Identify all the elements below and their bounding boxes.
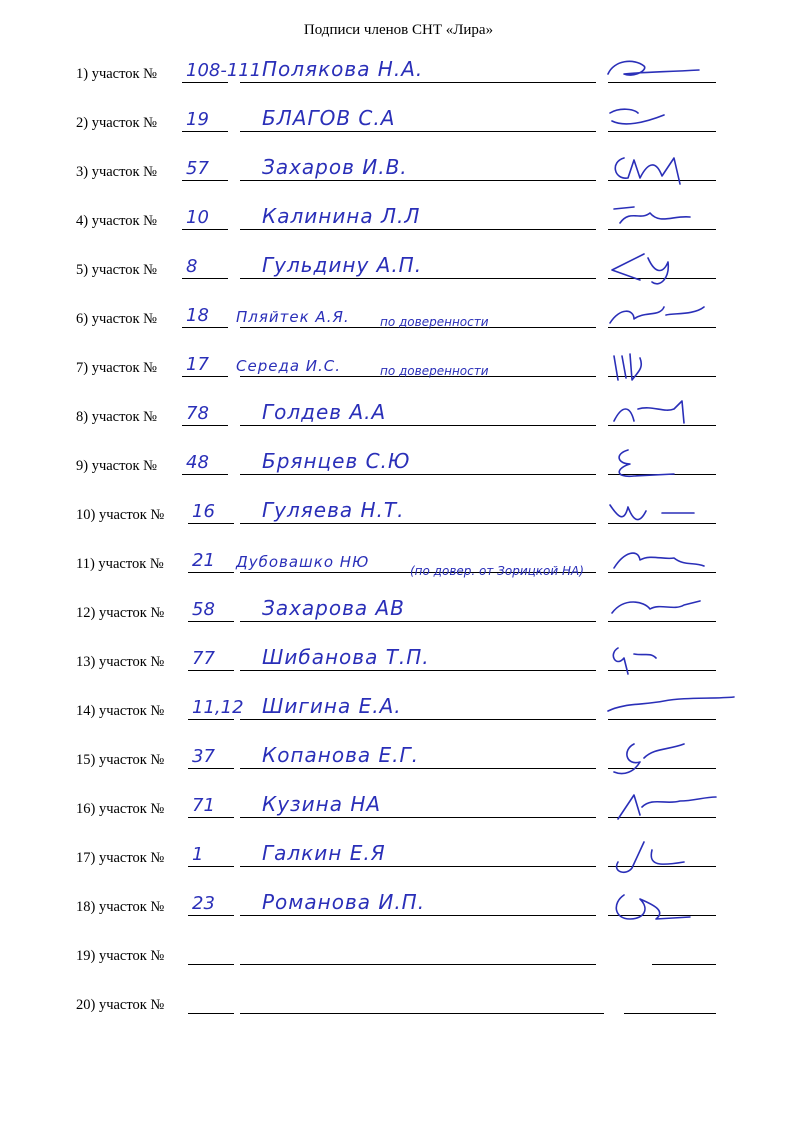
signature-scribble	[604, 399, 734, 435]
number-blank-line	[182, 376, 228, 377]
list-item	[0, 885, 797, 925]
handwritten-plot-number: 37	[192, 746, 215, 767]
handwritten-plot-number: 17	[186, 354, 209, 375]
handwritten-member-name: БЛАГОВ С.А	[262, 106, 396, 130]
list-item	[0, 52, 797, 92]
list-item	[0, 150, 797, 190]
handwritten-plot-number: 78	[186, 403, 209, 424]
name-blank-line	[240, 719, 596, 720]
row-label: 4) участок №	[76, 213, 158, 229]
signature-stroke	[608, 61, 699, 75]
handwritten-member-name: Копанова Е.Г.	[262, 743, 419, 767]
row-label: 8) участок №	[76, 409, 158, 425]
name-blank-line	[240, 621, 596, 622]
row-label: 20) участок №	[76, 997, 165, 1013]
row-label: 6) участок №	[76, 311, 158, 327]
row-label: 2) участок №	[76, 115, 158, 131]
list-item	[0, 738, 797, 778]
list-item	[0, 787, 797, 827]
number-blank-line	[188, 523, 234, 524]
row-label: 12) участок №	[76, 605, 165, 621]
number-blank-line	[188, 964, 234, 965]
handwritten-member-name: Полякова Н.А.	[262, 57, 424, 81]
list-item	[0, 444, 797, 484]
row-label: 1) участок №	[76, 66, 158, 82]
list-item	[0, 934, 797, 974]
list-item	[0, 346, 797, 386]
signature-stroke	[614, 207, 690, 223]
name-blank-line	[240, 474, 596, 475]
handwritten-plot-number: 16	[192, 501, 215, 522]
handwritten-member-name: Захарова АВ	[262, 596, 405, 620]
row-label: 5) участок №	[76, 262, 158, 278]
list-item	[0, 199, 797, 239]
name-blank-line	[240, 278, 596, 279]
number-blank-line	[182, 474, 228, 475]
signature-stroke	[616, 895, 690, 919]
handwritten-member-name: Голдев А.А	[262, 400, 387, 424]
row-label: 19) участок №	[76, 948, 165, 964]
number-blank-line	[182, 278, 228, 279]
list-item	[0, 493, 797, 533]
handwritten-proxy-note: по доверенности	[380, 315, 489, 329]
number-blank-line	[188, 768, 234, 769]
handwritten-member-name: Гульдину А.П.	[262, 253, 423, 277]
name-blank-line	[240, 817, 596, 818]
number-blank-line	[182, 229, 228, 230]
name-blank-line	[240, 866, 596, 867]
handwritten-plot-number: 108-111	[186, 60, 262, 81]
number-blank-line	[188, 817, 234, 818]
signature-stroke	[614, 354, 641, 380]
handwritten-member-name: Калинина Л.Л	[262, 204, 421, 228]
number-blank-line	[188, 621, 234, 622]
number-blank-line	[182, 131, 228, 132]
signature-scribble	[604, 252, 734, 288]
row-label: 14) участок №	[76, 703, 165, 719]
handwritten-member-name: Романова И.П.	[262, 890, 426, 914]
signature-scribble	[604, 203, 734, 239]
signature-blank-line	[652, 964, 716, 965]
handwritten-member-name: Шигина Е.А.	[262, 694, 402, 718]
signature-stroke	[610, 307, 704, 323]
row-label: 18) участок №	[76, 899, 165, 915]
handwritten-member-name: Кузина НА	[262, 792, 382, 816]
handwritten-member-name: Дубовашко НЮ	[236, 553, 370, 571]
name-blank-line	[240, 768, 596, 769]
handwritten-member-name: Гуляева Н.Т.	[262, 498, 405, 522]
signature-stroke	[614, 744, 684, 774]
handwritten-plot-number: 11,12	[192, 697, 244, 718]
row-label: 15) участок №	[76, 752, 165, 768]
handwritten-plot-number: 23	[192, 893, 215, 914]
signature-stroke	[619, 450, 674, 476]
row-label: 7) участок №	[76, 360, 158, 376]
name-blank-line	[240, 523, 596, 524]
row-label: 13) участок №	[76, 654, 165, 670]
name-blank-line	[240, 964, 596, 965]
signature-blank-line	[624, 1013, 716, 1014]
number-blank-line	[182, 82, 228, 83]
handwritten-proxy-note: (по довер. от Зорицкой НА)	[410, 564, 584, 578]
handwritten-plot-number: 48	[186, 452, 209, 473]
number-blank-line	[188, 719, 234, 720]
handwritten-plot-number: 21	[192, 550, 215, 571]
row-label: 10) участок №	[76, 507, 165, 523]
number-blank-line	[182, 180, 228, 181]
row-label: 9) участок №	[76, 458, 158, 474]
handwritten-member-name: Галкин Е.Я	[262, 841, 386, 865]
signature-stroke	[608, 697, 734, 711]
signature-scribble	[604, 301, 734, 337]
row-label: 16) участок №	[76, 801, 165, 817]
page-title: Подписи членов СНТ «Лира»	[303, 22, 494, 38]
signature-scribble	[604, 742, 734, 778]
signature-scribble	[604, 56, 734, 92]
list-item	[0, 395, 797, 435]
handwritten-plot-number: 77	[192, 648, 215, 669]
list-item	[0, 248, 797, 288]
signature-stroke	[610, 505, 694, 520]
signature-scribble	[604, 105, 734, 141]
signature-scribble	[604, 497, 734, 533]
list-item	[0, 836, 797, 876]
name-blank-line	[240, 82, 596, 83]
signature-scribble	[604, 595, 734, 631]
list-item	[0, 640, 797, 680]
handwritten-plot-number: 71	[192, 795, 215, 816]
row-label: 3) участок №	[76, 164, 158, 180]
signature-scribble	[604, 693, 734, 729]
row-label: 11) участок №	[76, 556, 164, 572]
name-blank-line	[240, 131, 596, 132]
handwritten-plot-number: 57	[186, 158, 209, 179]
list-item	[0, 689, 797, 729]
list-item	[0, 591, 797, 631]
handwritten-member-name: Пляйтек А.Я.	[236, 308, 350, 326]
signature-scribble	[604, 644, 734, 680]
handwritten-plot-number: 10	[186, 207, 209, 228]
signature-stroke	[618, 795, 716, 819]
name-blank-line	[240, 229, 596, 230]
handwritten-plot-number: 19	[186, 109, 209, 130]
signature-stroke	[617, 842, 684, 872]
signature-stroke	[614, 401, 684, 423]
signature-scribble	[604, 889, 734, 925]
name-blank-line	[240, 425, 596, 426]
handwritten-plot-number: 1	[192, 844, 204, 865]
name-blank-line	[240, 915, 596, 916]
signature-scribble	[604, 448, 734, 484]
number-blank-line	[188, 866, 234, 867]
name-blank-line	[240, 180, 596, 181]
handwritten-plot-number: 18	[186, 305, 209, 326]
signature-scribble	[604, 154, 734, 190]
number-blank-line	[182, 327, 228, 328]
signature-stroke	[615, 158, 680, 184]
list-item	[0, 297, 797, 337]
handwritten-plot-number: 8	[186, 256, 198, 277]
handwritten-proxy-note: по доверенности	[380, 364, 489, 378]
signature-scribble	[604, 350, 734, 386]
name-blank-line	[240, 1013, 604, 1014]
number-blank-line	[188, 915, 234, 916]
signature-stroke	[612, 254, 668, 284]
signature-scribble	[604, 546, 734, 582]
number-blank-line	[188, 1013, 234, 1014]
signature-stroke	[612, 601, 700, 613]
handwritten-member-name: Захаров И.В.	[262, 155, 408, 179]
number-blank-line	[188, 670, 234, 671]
list-item	[0, 542, 797, 582]
handwritten-member-name: Середа И.С.	[236, 357, 342, 375]
list-item	[0, 983, 797, 1023]
signature-stroke	[610, 109, 664, 124]
signature-stroke	[613, 648, 656, 674]
handwritten-member-name: Шибанова Т.П.	[262, 645, 430, 669]
list-item	[0, 101, 797, 141]
number-blank-line	[182, 425, 228, 426]
handwritten-plot-number: 58	[192, 599, 215, 620]
number-blank-line	[188, 572, 234, 573]
signature-stroke	[614, 553, 704, 568]
handwritten-member-name: Брянцев С.Ю	[262, 449, 411, 473]
signature-scribble	[604, 791, 734, 827]
signature-scribble	[604, 840, 734, 876]
name-blank-line	[240, 670, 596, 671]
row-label: 17) участок №	[76, 850, 165, 866]
